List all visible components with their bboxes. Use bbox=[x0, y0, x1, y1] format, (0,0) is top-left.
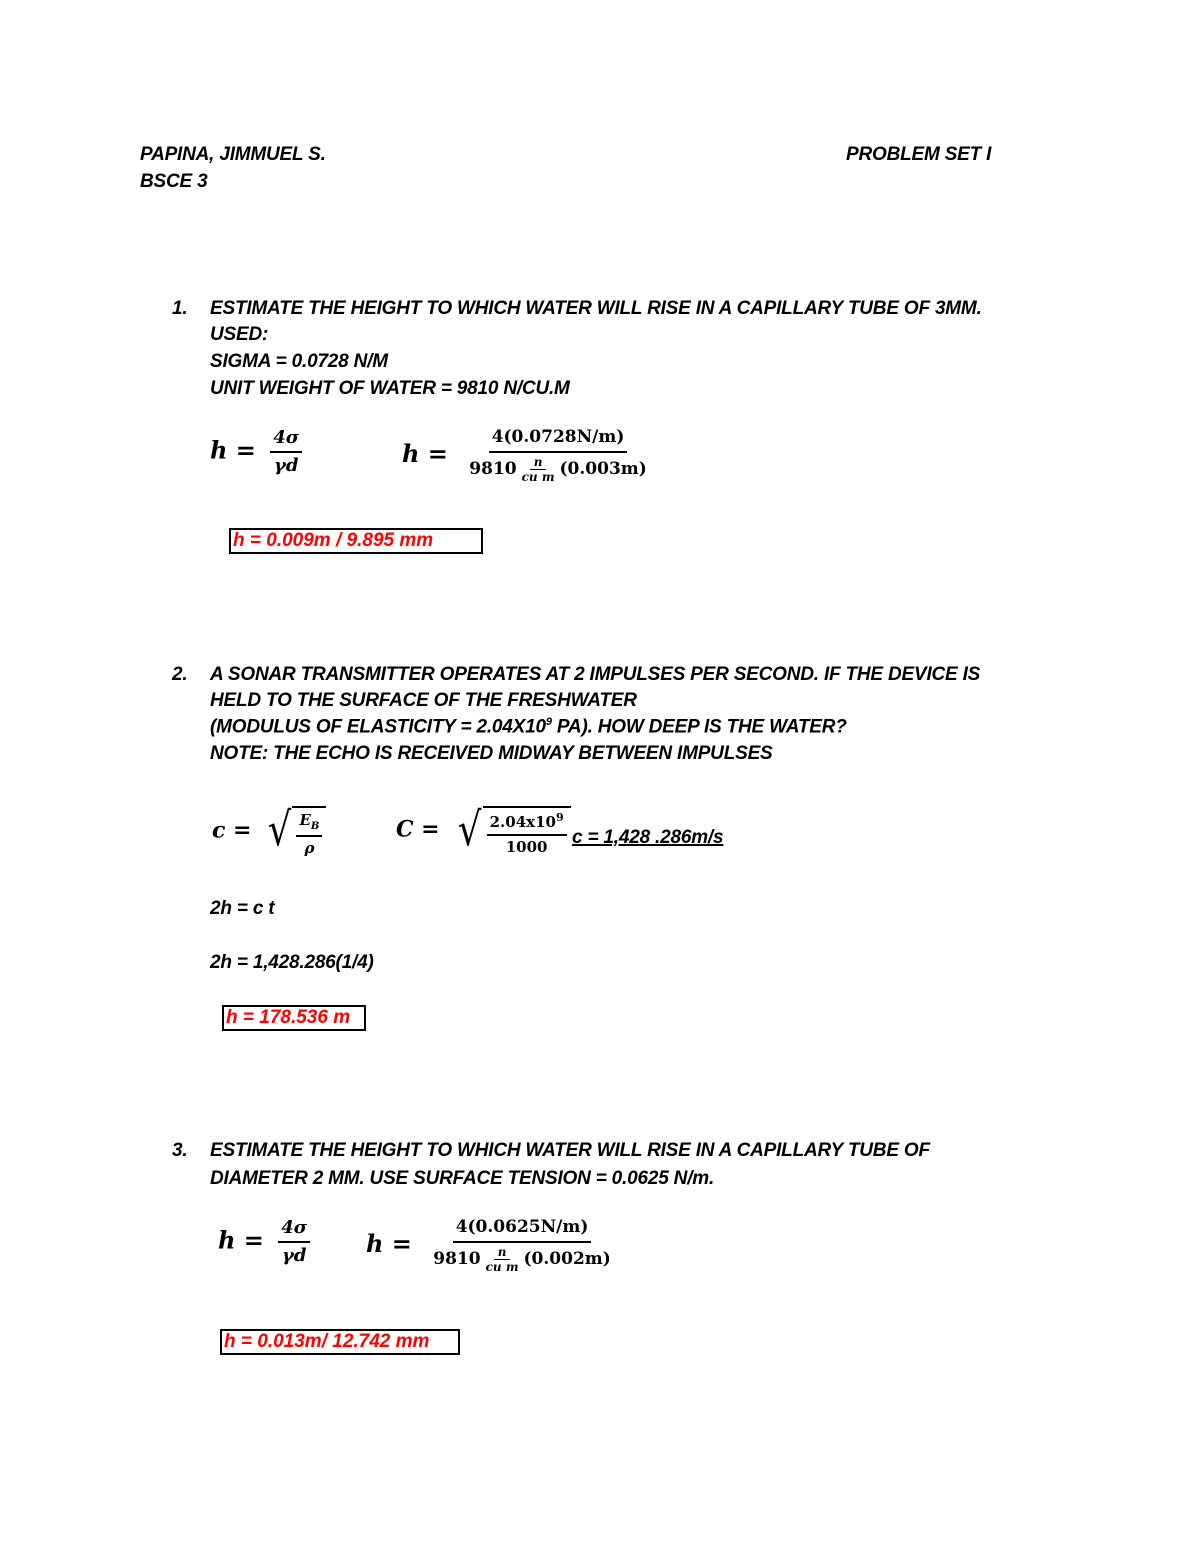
formula-denominator: γd bbox=[281, 1244, 307, 1266]
formula-lhs: h = bbox=[218, 1225, 264, 1255]
problem-text-line: USED: bbox=[210, 324, 269, 345]
formula-denominator: γd bbox=[273, 454, 299, 476]
formula-general bbox=[210, 428, 302, 476]
problem-number: 1. bbox=[172, 298, 188, 319]
formula-general bbox=[218, 1218, 310, 1266]
solution-step: 2h = 1,428.286(1/4) bbox=[210, 952, 374, 973]
formula-denominator: 9810 $\frac{n}{\text{cu m}}$ (0.003m) bbox=[469, 454, 647, 484]
formula-lhs: h = bbox=[402, 438, 448, 468]
problem-text-line: (MODULUS OF ELASTICITY = $2.04X10^9$ PA). HOW DEEP IS THE WATER? bbox=[210, 716, 847, 738]
solution-step: 2h = c t bbox=[210, 898, 275, 919]
formula-lhs: c = bbox=[212, 817, 252, 844]
answer-box: h = 0.009m / 9.895 mm bbox=[229, 528, 483, 554]
problem-text-line: A SONAR TRANSMITTER OPERATES AT 2 IMPULSES PER SECOND. IF THE DEVICE IS bbox=[210, 664, 981, 685]
formula-numerator: $2.04x10^9$ bbox=[487, 812, 567, 836]
problem-number: 2. bbox=[172, 664, 188, 685]
problem-text-line: NOTE: THE ECHO IS RECEIVED MIDWAY BETWEEN IMPULSES bbox=[210, 743, 773, 764]
speed-result: c = 1,428 .286m/s bbox=[572, 827, 724, 848]
problem-text-line: HELD TO THE SURFACE OF THE FRESHWATER bbox=[210, 690, 637, 711]
formula-denominator: ρ bbox=[304, 839, 315, 857]
answer-box: h = 0.013m/ 12.742 mm bbox=[220, 1329, 460, 1355]
problem-text-line: SIGMA = 0.0728 N/M bbox=[210, 351, 388, 372]
problem-text-line: ESTIMATE THE HEIGHT TO WHICH WATER WILL RISE IN A CAPILLARY TUBE OF bbox=[210, 1140, 930, 1161]
formula-numerator: 4(0.0728N/m) bbox=[489, 428, 628, 453]
problem-text-line: UNIT WEIGHT OF WATER = 9810 N/CU.M bbox=[210, 378, 570, 399]
document-title: PROBLEM SET I bbox=[846, 144, 992, 165]
formula-numerator: 4(0.0625N/m) bbox=[453, 1218, 592, 1243]
formula-lhs: h = bbox=[210, 435, 256, 465]
student-name: PAPINA, JIMMUEL S. bbox=[140, 144, 326, 165]
formula-denominator: 9810 $\frac{n}{\text{cu m}}$ (0.002m) bbox=[433, 1244, 611, 1274]
formula-numerator: 4σ bbox=[278, 1218, 310, 1243]
formula-numerator: $E_B$ bbox=[296, 812, 322, 837]
formula-substituted bbox=[402, 428, 650, 483]
formula-general: c = √ $\frac{E_B}{\rho}$ bbox=[212, 806, 326, 857]
formula-denominator: 1000 bbox=[505, 837, 548, 856]
answer-box: h = 178.536 m bbox=[222, 1005, 366, 1031]
problem-number: 3. bbox=[172, 1140, 188, 1161]
formula-substituted bbox=[366, 1218, 614, 1273]
formula-substituted: C = √ $\frac{2.04x10^9}{1000}$ bbox=[396, 806, 571, 855]
formula-lhs: h = bbox=[366, 1228, 412, 1258]
problem-text-line: DIAMETER 2 MM. USE SURFACE TENSION = 0.0625 N/m. bbox=[210, 1168, 715, 1189]
formula-lhs: C = bbox=[396, 816, 440, 843]
course-code: BSCE 3 bbox=[140, 171, 208, 192]
formula-numerator: 4σ bbox=[270, 428, 302, 453]
problem-text-line: ESTIMATE THE HEIGHT TO WHICH WATER WILL RISE IN A CAPILLARY TUBE OF 3MM. bbox=[210, 298, 982, 319]
